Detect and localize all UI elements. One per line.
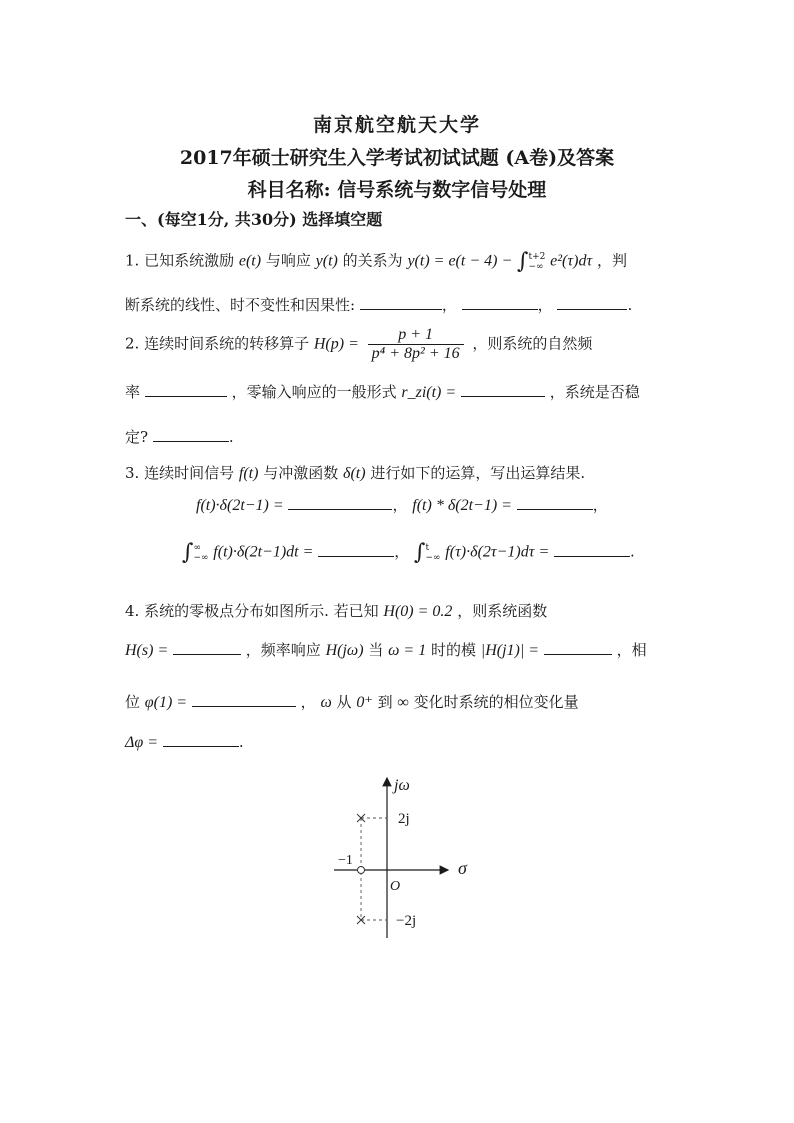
q3-int1-upper: ∞ [193,542,201,553]
q3-comma: ， [592,496,608,514]
q1-int-lower: −∞ [528,261,544,272]
pole-zero-svg [330,770,490,940]
q4-line3-start: 位 [125,693,141,711]
q4-Hs: H(s) = [125,642,169,659]
blank[interactable] [163,732,239,747]
q4-to: 到 [377,693,393,711]
pos2j-label: 2j [398,811,410,827]
q3-end: . [630,542,635,561]
q3-comma: ， [394,542,410,561]
neg2j-label: −2j [396,913,417,929]
q2-den: p⁴ + 8p² + 16 [371,345,460,362]
q4-line1 [125,600,673,621]
q1-sep: ， [537,296,553,314]
q4-end: . [238,733,244,751]
q4-line1-tail: ，则系统函数 [457,602,548,620]
origin-label: O [390,879,401,894]
integral-sign: ∫ [517,249,529,274]
q1-formula: y(t) = e(t − 4) − [407,252,513,270]
q4-line3-tail: 变化时系统的相位变化量 [413,693,579,711]
q4-w1: ω = 1 [388,642,427,659]
jw-label: jω [394,777,410,794]
q4-H0: H(0) = 0.2 [383,603,453,620]
q4-w: ω [320,694,332,711]
q2-line3-start: 定? [125,428,149,446]
q1-integrand: e²(τ)dτ [550,252,593,270]
q1-line1 [125,249,673,274]
q2-line2 [125,381,673,402]
q3-int2-lower: −∞ [425,552,441,563]
blank[interactable] [288,495,392,510]
q4-phi1: φ(1) = [144,694,188,711]
blank[interactable] [461,382,545,397]
blank[interactable] [318,542,394,557]
q1-int-upper: t+2 [528,251,546,262]
q2-line2-start: 率 [125,383,141,401]
q4-line2-mid: ，频率响应 [245,641,321,659]
q3-int1-limits [193,543,208,563]
q4-line2-mid2: 当 [368,641,384,659]
q3-line3 [182,540,662,565]
q3-text: 3. 连续时间信号 [125,464,235,482]
q1-sep: ， [441,296,457,314]
q1-mid2: 的关系为 [342,251,403,270]
q3-delta: δ(t) [343,465,366,482]
blank[interactable] [173,640,241,655]
q1-end: . [627,296,633,314]
blank[interactable] [554,542,630,557]
q1-text: 1. 已知系统激励 [125,251,235,270]
q4-text: 4. 系统的零极点分布如图所示. 若已知 [125,602,379,620]
q3-line2 [196,494,666,515]
q1-line2-text: 断系统的线性、时不变性和因果性: [125,296,356,314]
pole-zero-plot [330,770,490,944]
q2-H: H(p) = [313,335,359,353]
q4-line4 [125,732,673,752]
q4-line3-mid: ， [300,693,316,711]
q1-line2 [125,294,673,315]
q3-f: f(t) [238,465,259,482]
q2-line2-mid: ，零输入响应的一般形式 [231,383,397,401]
q3-expr2: f(t) * δ(2t−1) = [412,497,512,514]
sigma-label: σ [458,858,467,878]
q4-line3 [125,691,673,712]
section-heading: 一、(每空1分, 共30分) 选择填空题 [125,210,383,229]
blank[interactable] [145,382,227,397]
blank[interactable] [557,295,627,310]
neg1-label: −1 [338,853,353,868]
q2-fraction [368,326,464,363]
university-name: 南京航空航天大学 [312,114,481,136]
q1-mid1: 与响应 [265,251,311,270]
q2-rzi: r_zi(t) = [401,384,457,401]
blank[interactable] [544,640,612,655]
integral-sign: ∫ [182,540,194,565]
zero-marker [358,867,365,874]
q2-end: . [228,428,234,446]
q4-Hjw: H(jω) [325,642,364,659]
blank[interactable] [462,295,538,310]
q1-y: y(t) [315,252,338,270]
q4-dphi: Δφ = [125,734,159,751]
blank[interactable] [360,295,442,310]
q4-inf: ∞ [397,694,409,711]
subject-name: 科目名称: 信号系统与数字信号处理 [247,179,547,201]
q3-expr3: f(t)·δ(2t−1)dt = [213,543,314,561]
q3-int1-lower: −∞ [193,552,209,563]
q3-comma: ， [392,496,408,514]
q2-tail: ，则系统的自然频 [472,334,593,353]
q3-expr4: f(τ)·δ(2τ−1)dτ = [445,543,550,561]
q4-zero-plus: 0⁺ [356,694,373,711]
blank[interactable] [192,692,296,707]
exam-title: 2017年硕士研究生入学考试初试试题 (A卷)及答案 [179,147,615,169]
q4-line2-mid3: 时的模 [431,641,477,659]
q4-mag: |H(j1)| = [480,642,540,659]
q4-line3-text: 从 [336,693,352,711]
integral-sign: ∫ [414,540,426,565]
q3-int2-upper: t [425,542,430,553]
blank[interactable] [153,427,229,442]
q1-tail: ，判 [596,251,627,270]
blank[interactable] [517,495,593,510]
q2-line2-end: ，系统是否稳 [549,383,640,401]
q3-mid: 与冲激函数 [263,464,339,482]
q2-num: p + 1 [368,326,464,345]
q3-int2-limits [425,543,440,563]
q1-e: e(t) [238,252,262,270]
q3-line1 [125,462,673,483]
q2-text: 2. 连续时间系统的转移算子 [125,334,310,353]
q3-expr1: f(t)·δ(2t−1) = [196,497,284,514]
q3-tail: 进行如下的运算，写出运算结果. [370,464,586,482]
q4-line2-tail: ，相 [616,641,647,659]
q2-line3 [125,426,673,447]
q4-line2 [125,639,673,660]
q1-int-limits [528,252,545,272]
q2-line1 [125,326,673,363]
